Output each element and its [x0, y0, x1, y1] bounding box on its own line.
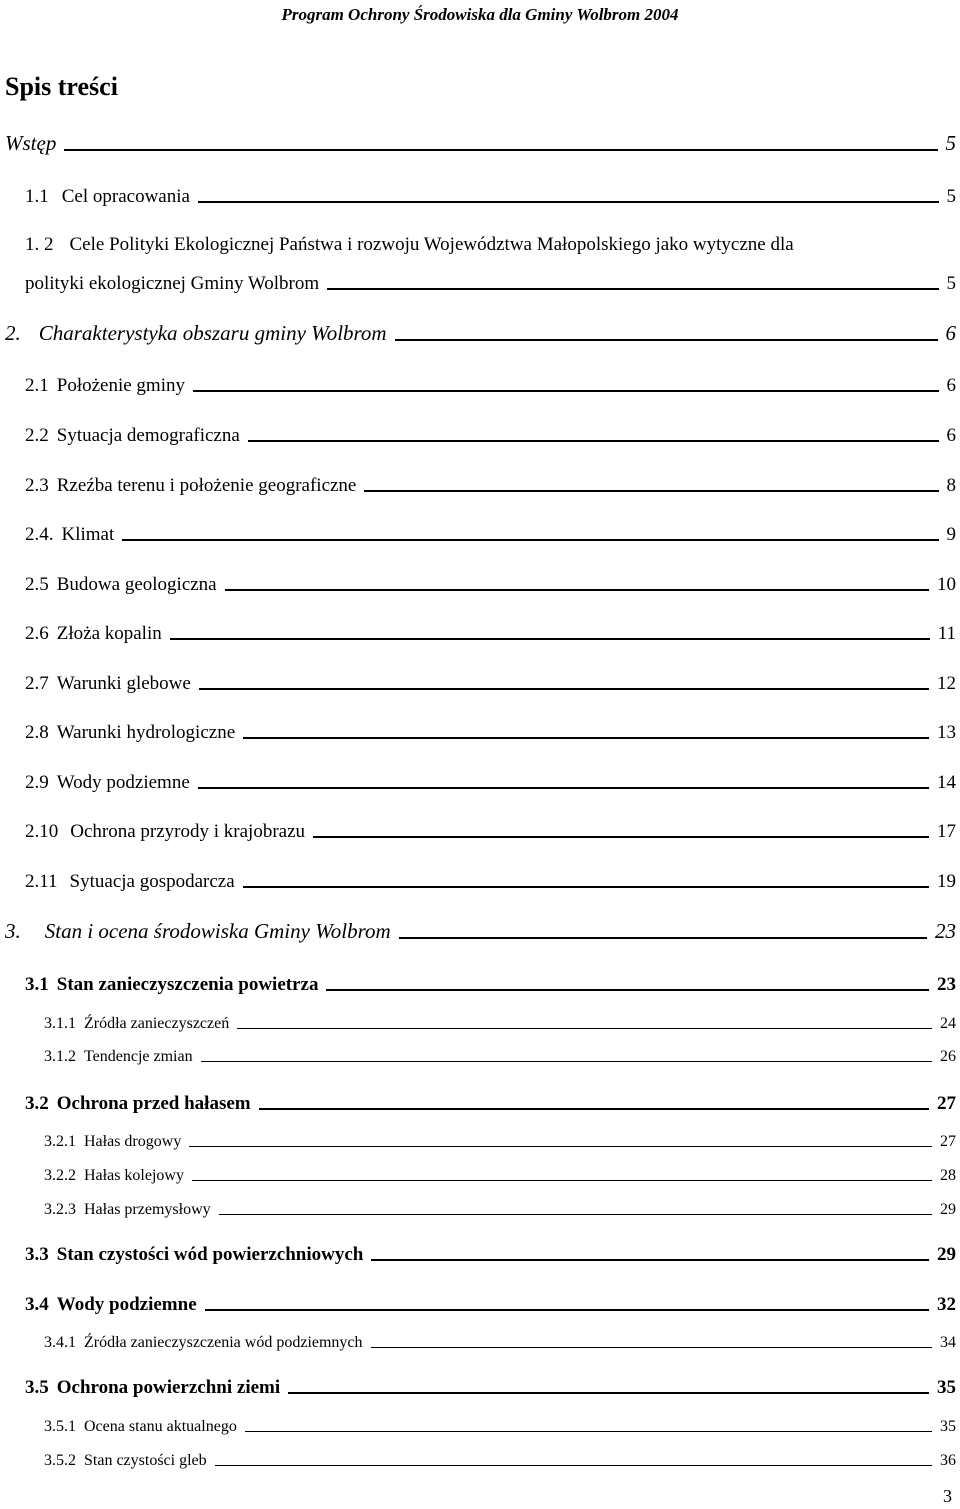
toc-entry-3-5-2[interactable]	[44, 1445, 956, 1469]
toc-entry-3-2[interactable]	[25, 1089, 956, 1113]
toc-entry-label: Złoża kopalin	[56, 623, 162, 644]
toc-entry-number: 2.7	[25, 673, 49, 694]
toc-entry-page: 13	[937, 722, 956, 743]
toc-entry-3-1-2[interactable]	[44, 1041, 956, 1065]
toc-entry-2-11[interactable]	[25, 867, 956, 891]
toc-entry-number: 3.4.1	[44, 1334, 76, 1351]
dot-leader	[199, 688, 929, 690]
toc-entry-2-3[interactable]	[25, 471, 956, 495]
toc-entry-number: 3.1	[25, 974, 49, 995]
toc-entry-label: Wody podziemne	[56, 772, 190, 793]
dot-leader	[205, 1309, 929, 1311]
toc-entry-label: Hałas kolejowy	[84, 1167, 184, 1184]
toc-entry-label: Rzeźba terenu i położenie geograficzne	[56, 475, 357, 496]
toc-entry-number: 2.5	[25, 574, 49, 595]
toc-entry-label: Klimat	[61, 524, 115, 545]
toc-entry-page: 27	[940, 1133, 956, 1150]
toc-entry-label: Stan czystości wód powierzchniowych	[56, 1244, 364, 1265]
toc-entry-3-4[interactable]	[25, 1290, 956, 1314]
toc-entry-page: 10	[937, 574, 956, 595]
toc-entry-number: 3.5	[25, 1377, 49, 1398]
toc-entry-2-8[interactable]	[25, 718, 956, 742]
toc-entry-2-5[interactable]	[25, 570, 956, 594]
toc-entry-3-5[interactable]	[25, 1373, 956, 1397]
toc-entry-page: 23	[935, 919, 956, 943]
dot-leader	[371, 1347, 932, 1348]
toc-entry-number: 3.5.1	[44, 1418, 76, 1435]
toc-entry-number: 2.6	[25, 623, 49, 644]
toc-entry-number: 2.	[5, 321, 21, 345]
toc-entry-page: 35	[937, 1377, 956, 1398]
toc-entry-number: 2.8	[25, 722, 49, 743]
toc-entry-label: Źródła zanieczyszczenia wód podziemnych	[84, 1334, 363, 1351]
toc-entry-page: 28	[940, 1167, 956, 1184]
dot-leader	[245, 1431, 932, 1432]
toc-entry-page: 11	[937, 623, 956, 644]
dot-leader	[192, 1180, 932, 1181]
dot-leader	[327, 288, 938, 290]
running-header: Program Ochrony Środowiska dla Gminy Wolbrom 2004	[281, 5, 679, 24]
toc-entry-page: 5	[945, 131, 956, 155]
dot-leader	[237, 1028, 932, 1029]
toc-entry-label: Warunki glebowe	[56, 673, 191, 694]
dot-leader	[189, 1146, 932, 1147]
toc-entry-label: Sytuacja demograficzna	[56, 425, 240, 446]
toc-entry-page: 27	[937, 1093, 956, 1114]
dot-leader	[219, 1214, 932, 1215]
toc-entry-1-1[interactable]	[25, 182, 956, 206]
toc-entry-page: 6	[945, 321, 956, 345]
toc-entry-1-2-line1[interactable]	[25, 234, 794, 256]
toc-entry-3-2-3[interactable]	[44, 1194, 956, 1218]
toc-title: Spis treści	[5, 72, 118, 101]
toc-entry-number: 3.2.1	[44, 1133, 76, 1150]
toc-entry-label: Ochrona przed hałasem	[56, 1093, 251, 1114]
toc-entry-page: 23	[937, 974, 956, 995]
toc-entry-2-1[interactable]	[25, 371, 956, 395]
toc-entry-3-1-1[interactable]	[44, 1008, 956, 1032]
dot-leader	[248, 440, 939, 442]
toc-entry-label: Sytuacja gospodarcza	[69, 871, 235, 892]
toc-entry-page: 6	[946, 425, 956, 446]
dot-leader	[395, 339, 938, 341]
dot-leader	[371, 1259, 929, 1261]
toc-entry-page: 9	[946, 524, 956, 545]
toc-entry-number: 3.5.2	[44, 1452, 76, 1469]
toc-entry-label: Warunki hydrologiczne	[56, 722, 236, 743]
toc-entry-number: 1. 2	[25, 234, 54, 255]
dot-leader	[313, 836, 929, 838]
toc-entry-number: 2.10	[25, 821, 59, 842]
dot-leader	[259, 1108, 929, 1110]
toc-entry-label: Stan zanieczyszczenia powietrza	[56, 974, 319, 995]
toc-entry-label: Ochrona powierzchni ziemi	[56, 1377, 281, 1398]
toc-entry-label: Cel opracowania	[61, 186, 190, 207]
toc-entry-page: 14	[937, 772, 956, 793]
toc-entry-page: 8	[946, 475, 956, 496]
toc-entry-page: 36	[940, 1452, 956, 1469]
dot-leader	[243, 886, 929, 888]
toc-entry-page: 19	[937, 871, 956, 892]
toc-entry-page: 34	[940, 1334, 956, 1351]
dot-leader	[198, 787, 929, 789]
toc-entry-3-3[interactable]	[25, 1240, 956, 1264]
toc-entry-number: 1.1	[25, 186, 49, 207]
toc-entry-label: Budowa geologiczna	[56, 574, 217, 595]
toc-entry-page: 29	[937, 1244, 956, 1265]
toc-entry-number: 2.11	[25, 871, 58, 892]
dot-leader	[243, 737, 929, 739]
toc-entry-3-5-1[interactable]	[44, 1411, 956, 1435]
toc-entry-page: 6	[946, 375, 956, 396]
dot-leader	[64, 149, 937, 151]
toc-entry-label: Wstęp	[5, 131, 57, 155]
toc-entry-page: 26	[940, 1048, 956, 1065]
page-number: 3	[943, 1486, 952, 1506]
toc-entry-number: 2.2	[25, 425, 49, 446]
toc-entry-page: 17	[937, 821, 956, 842]
toc-entry-2-9[interactable]	[25, 768, 956, 792]
dot-leader	[326, 989, 929, 991]
dot-leader	[215, 1465, 932, 1466]
toc-entry-label: Charakterystyka obszaru gminy Wolbrom	[38, 321, 387, 345]
toc-entry-3-2-2[interactable]	[44, 1160, 956, 1184]
dot-leader	[288, 1392, 929, 1394]
toc-entry-number: 2.3	[25, 475, 49, 496]
dot-leader	[399, 937, 927, 939]
toc-entry-3[interactable]	[5, 918, 956, 942]
toc-entry-label: Wody podziemne	[56, 1294, 197, 1315]
toc-entry-1-2-line2[interactable]	[25, 269, 956, 293]
toc-entry-label: Stan i ocena środowiska Gminy Wolbrom	[44, 919, 391, 943]
toc-entry-number: 3.1.1	[44, 1015, 76, 1032]
toc-entry-page: 29	[940, 1201, 956, 1218]
toc-entry-page: 5	[946, 186, 956, 207]
toc-entry-3-1[interactable]	[25, 970, 956, 994]
dot-leader	[193, 390, 939, 392]
toc-entry-label: polityki ekologicznej Gminy Wolbrom	[25, 273, 320, 294]
toc-entry-number: 3.3	[25, 1244, 49, 1265]
toc-entry-page: 5	[946, 273, 956, 294]
toc-entry-2-7[interactable]	[25, 669, 956, 693]
toc-entry-number: 2.1	[25, 375, 49, 396]
toc-entry-2-6[interactable]	[25, 619, 956, 643]
toc-entry-label: Źródła zanieczyszczeń	[84, 1015, 230, 1032]
toc-entry-label: Ochrona przyrody i krajobrazu	[70, 821, 306, 842]
toc-entry-page: 12	[937, 673, 956, 694]
toc-entry-label: Hałas przemysłowy	[84, 1201, 211, 1218]
toc-entry-3-2-1[interactable]	[44, 1126, 956, 1150]
toc-entry-wstep[interactable]	[5, 130, 956, 154]
toc-entry-label: Ocena stanu aktualnego	[84, 1418, 237, 1435]
dot-leader	[122, 539, 938, 541]
toc-entry-page: 24	[940, 1015, 956, 1032]
toc-entry-number: 3.4	[25, 1294, 49, 1315]
toc-entry-label: Położenie gminy	[56, 375, 185, 396]
toc-entry-2-2[interactable]	[25, 421, 956, 445]
dot-leader	[364, 490, 938, 492]
toc-entry-number: 2.4.	[25, 524, 54, 545]
toc-entry-3-4-1[interactable]	[44, 1327, 956, 1351]
toc-entry-page: 32	[937, 1294, 956, 1315]
toc-entry-label: Tendencje zmian	[84, 1048, 193, 1065]
toc-entry-2-4[interactable]	[25, 520, 956, 544]
toc-entry-number: 3.2.2	[44, 1167, 76, 1184]
toc-entry-label: Hałas drogowy	[84, 1133, 182, 1150]
dot-leader	[198, 201, 939, 203]
toc-entry-2[interactable]	[5, 320, 956, 344]
toc-entry-number: 3.2.3	[44, 1201, 76, 1218]
toc-entry-number: 3.2	[25, 1093, 49, 1114]
toc-entry-label: Cele Polityki Ekologicznej Państwa i rozwoju Województwa Małopolskiego jako wytyczne dla	[69, 234, 794, 255]
dot-leader	[225, 589, 929, 591]
toc-entry-2-10[interactable]	[25, 817, 956, 841]
toc-entry-label: Stan czystości gleb	[84, 1452, 207, 1469]
toc-entry-page: 35	[940, 1418, 956, 1435]
toc-entry-number: 3.	[5, 919, 21, 943]
dot-leader	[201, 1061, 932, 1062]
dot-leader	[170, 638, 930, 640]
toc-entry-number: 2.9	[25, 772, 49, 793]
toc-entry-number: 3.1.2	[44, 1048, 76, 1065]
